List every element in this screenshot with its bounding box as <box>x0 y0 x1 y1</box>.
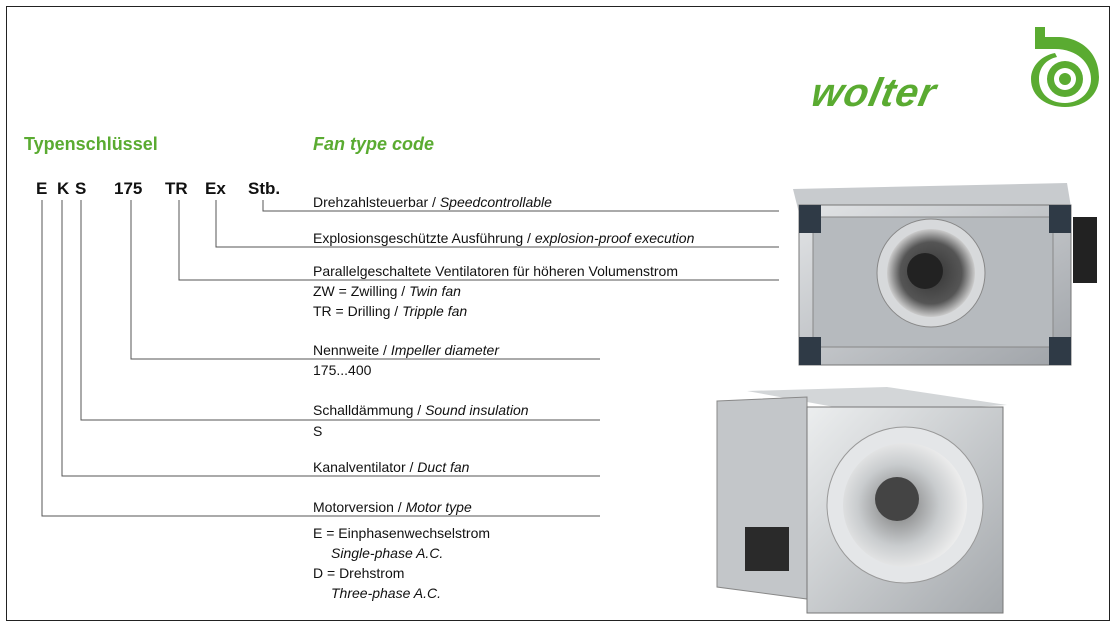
detail-d-en: Three-phase A.C. <box>331 585 441 601</box>
entry-explosion: Explosionsgeschützte Ausführung / explosion-proof execution <box>313 230 695 246</box>
code-stb: Stb. <box>248 179 281 198</box>
entry-insulation: Schalldämmung / Sound insulation <box>313 402 529 418</box>
detail-e: E = Einphasenwechselstrom <box>313 525 491 541</box>
code-size: 175 <box>114 179 143 198</box>
detail-insulation: S <box>313 423 323 439</box>
duct-fan-insulated-photo <box>785 177 1107 367</box>
code-e: E <box>36 179 48 198</box>
detail-tr: TR = Drilling / Tripple fan <box>313 303 468 319</box>
entry-duct: Kanalventilator / Duct fan <box>313 459 470 475</box>
entry-motor: Motorversion / Motor type <box>313 499 472 515</box>
entry-size: Nennweite / Impeller diameter <box>313 342 499 358</box>
heading-en: Fan type code <box>313 134 435 154</box>
detail-d: D = Drehstrom <box>313 565 405 581</box>
code-s: S <box>75 179 87 198</box>
brand-wordmark: wolter <box>807 71 941 115</box>
entry-parallel: Parallelgeschaltete Ventilatoren für höheren Volumenstrom <box>313 263 678 279</box>
heading-de: Typenschlüssel <box>24 134 158 154</box>
detail-zw: ZW = Zwilling / Twin fan <box>313 283 461 299</box>
diagram-frame <box>6 6 1110 621</box>
code-tr: TR <box>165 179 188 198</box>
detail-e-en: Single-phase A.C. <box>331 545 444 561</box>
duct-fan-photo <box>707 387 1007 615</box>
code-ex: Ex <box>205 179 226 198</box>
code-k: K <box>57 179 70 198</box>
detail-size: 175...400 <box>313 362 372 378</box>
entry-speed: Drehzahlsteuerbar / Speedcontrollable <box>313 194 552 210</box>
